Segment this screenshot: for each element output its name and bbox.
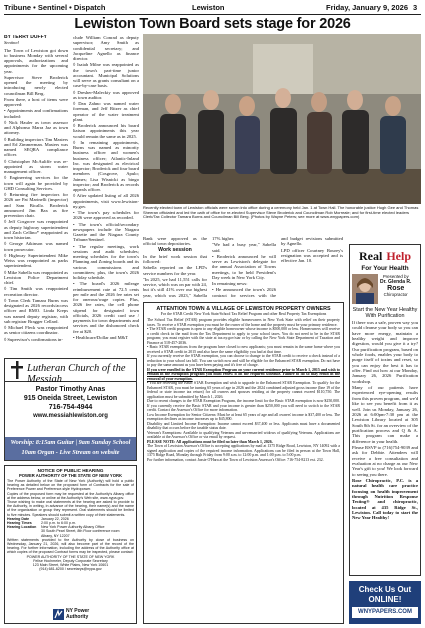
cross-icon [9, 360, 25, 380]
col2-paragraph: • The regular meetings, work sessions and audit schedules; meeting schedules for the town's Planning and Zoning boards and its various commissions and committees; plus, the town's 2026 holiday schedule. [73, 243, 139, 280]
hearing-detail-value: 2:00 p.m. to 6:00 p.m. [41, 521, 76, 526]
col1-paragraph: ◊ Town Clerk Tamara Burns was designated as 2026 records/access officer and RMO. Linda Kreps was named deputy registrar, with sub registrar Bragger Cellard. [4, 297, 68, 324]
col2-paragraph: ◊ In remaining appointments, Burns was named as minority business officer and women's business officer; Atlantic-Inland Inc. was designated as electrical inspector; Broderick and four board members (Cosgrove, Apulo; Jaimes; Lisa Wisnicki as bingo inspector; and Broderick as records appeals officer. [73, 139, 139, 192]
star-notice-subtitle: For the STAR Credit New York State/School Tax Relief Program and other Real Property Tax Exemptions [160, 312, 327, 316]
col1-paragraph: ◊ Mike Sabella was reappointed as Lewiston Police Department chief. [4, 269, 68, 285]
col1-paragraph: ◊ George Atkinson was named town prosecutor. [4, 241, 68, 252]
real-help-body-1: If there was a safe, proven way you could cleanse your body so you can have more energy, maintain a healthy weight and improve digestion, would you give it a try? Our purification program, based on whole foods, enables your body to purge itself of toxins and reset, so you can enjoy the best it has to offer. Find out how at our Monday, January 26, 2026 Purification workshop. [352, 320, 418, 384]
hearing-p4: Written statements provided to the Authority by close of business on Wednesday, January 21, 2026, will also become part of the record of the hearing. For further information, including the address of the Authority office at which copies of the proposed Contract forms may be inspected, please contact: [7, 537, 134, 555]
issue-date: Friday, January 9, 2026 [326, 3, 408, 12]
col2-paragraph: clude William Conrad as deputy supervisor; Amy Smith as confidential secretary; and Jacqueline Agnello as finance director. [73, 35, 139, 61]
col3b-paragraph: "In 2025, we had 11,551 calls for service, which was on par with 24, but it's still 41% over our highest year, which was 2023," Sabella [143, 276, 207, 298]
hearing-p1: The Power Authority of the State of New York (Authority) will hold a public hearing as detailed below on the proposed form of Contracts for the sale of Preference Power and Preference-style Hydropower. [7, 479, 134, 492]
church-phone: 716-754-4944 [48, 404, 93, 411]
doctor-role: Chiropractor [383, 292, 408, 297]
star-p2: • The STAR credit program is open to any eligible homeowner whose income is $500,000 or less. Homeowners will receive a credit check in the mail from the Tax Department to apply to your school taxes. You do not need to be in the STAR program; you must register with the state at tax.ny.gov/star or by calling the New York State Department of Taxation and Finance at 518-457-2036. [147, 327, 340, 345]
work-session-subhead: Work session [158, 246, 192, 253]
hearing-p2: Copies of the proposed form may be requested at the Authority's Albany office at the address below, or online at the Authority's Web site, www.nypa.gov. [7, 491, 134, 500]
hearing-detail-value: Albany, NY 12207 [41, 533, 70, 538]
hearing-detail-value: 30 South Pearl Street, 8th Floor conference room [41, 529, 120, 534]
col1-paragraph: ◊ Building inspectors Tim Masters and Ed Zimmerman. Masters was named SEQRA compliance officer. [4, 136, 68, 158]
star-p10: Veteran's Exemptions: Available to qualifying Veterans and un-remarried widows of qualifying Veterans. Applications are available at the Assessor's Office or via email by request. [147, 430, 340, 439]
col5-text [281, 236, 343, 263]
page-number: 3 [413, 3, 418, 12]
star-p1: The School Tax Relief (STAR) program provides eligible homeowners in New York State with relief on their property taxes. To receive a STAR exemption you must be the owner of the home and the property must be your primary residence. [147, 318, 340, 327]
real-help-ad [349, 244, 421, 576]
headline: Lewiston Town Board sets stage for 2026 [74, 16, 351, 32]
real-help-body-2: Many of our patients have experienced eye-opening results from this proven program, and we'd like to see you benefit from it as well. Join us Monday, January 26, 2026 at 6:00pm-7:30 pm at the Lewiston Library located at 305 South 8th St. for an overview of the purification process and Q & A. This program can make a difference in your health. [352, 385, 418, 444]
col2-paragraph: • The town's official/secondary newspapers include the Niagara Gazette and the Niagara County Tribune/Sentinel. [73, 221, 139, 243]
col1-paragraph: ◊ Jeff Cosgrove was reappointed as deputy highway superintendent and Zach Cellino* reappointed as town historian. [4, 219, 68, 240]
town-name: Lewiston [192, 3, 225, 12]
nypa-logo [53, 609, 100, 620]
col1-paragraph: From there, a host of items were approved: [4, 96, 68, 107]
col1-paragraph: The Town of Lewiston got down to business Monday with several approvals, authorizations and appointments for the upcoming year. [4, 47, 68, 74]
worship-livestream: 10am Organ - Live Stream on website [21, 449, 120, 456]
check-us-out-line2: ONLINE! [368, 595, 402, 604]
col2-paragraph: • Healthcare/Dollar and M&T [73, 334, 129, 340]
byline-affiliation: Sentinel [4, 40, 19, 46]
article-col-2 [73, 35, 139, 357]
article-col-3 [143, 236, 207, 298]
col3b-paragraph: In the brief work session that followed: [143, 253, 207, 264]
star-p5: If you were enrolled in the STAR Exemption Program on your current residence prior to March 1, 2015 and wish to remain in the exemption program you must renew it on the required schedule. Failure to do so may result in the removal of your exemption. [147, 367, 340, 381]
col2-paragraph: • The board's 2026 mileage reimbursement rate at 72.5 cents per mile and the 2026 fee rates set for onerous/wage copies. Plus, 2026 fee rates, the cell phone stipend for designated town officials, 2026 credit card use / payments for town departments and services and the dishonored check fee at $20. [73, 281, 139, 334]
paper-name: Tribune • Sentinel • Dispatch [4, 3, 106, 12]
col2-text [73, 35, 139, 340]
star-p7: Due to recent changes to the STAR Exemption Program, the income limit for the Basic STAR exemption is now $250,000. If you currently receive the Basic STAR and your income is greater than $250,000 you will need to switch to the STAR credit. Contact the Assessor's Office for more information. [147, 399, 340, 412]
hearing-detail-label: Hearing Location [7, 525, 37, 530]
article-col-4 [212, 236, 276, 298]
star-p3: • Basic STAR exemptions from the program have closed to new applicants; you must remain in the same home where you received a STAR credit in 2015 and also have the same eligibility you had at that time. [147, 345, 340, 354]
star-p4: If you currently receive the STAR exemption, you can choose to change to the STAR credit to receive a check instead of a reduction to your school tax bill. You can switch now and still be eligible for the Enhanced STAR exemption. Do not have to pay the same amount as you have been paying and it's free of charge. [147, 354, 340, 367]
star-notice-title: ATTENTION TOWN & VILLAGE OF LEWISTON PROPERTY OWNERS [156, 306, 331, 312]
presented-by: Presented by [382, 274, 409, 279]
star-deadline: PLEASE NOTE: All applications must be filed no later than March 1, 2026. [147, 439, 273, 444]
public-hearing-notice [4, 465, 137, 624]
article-col-1 [4, 35, 68, 357]
col2-paragraph: ◊ Broderick announced his board liaison appointments this year would remain the same as in 2025. [73, 123, 139, 139]
doctor-name: Dr. Glenda R. [380, 279, 412, 285]
real-help-body-4: Rose Chiropractic, P.C. is a natural health care practice focusing on health improvement through Nutrition Response Testing® and chiropractic, located at 435 Ridge St., Lewiston. Call today to start the New Year Healthy! [352, 477, 418, 521]
col1-paragraph: ◊ Nick Hauler as town assessor and Alphonso Marra Jaz as town attorney. [4, 119, 68, 136]
col3b-text [143, 254, 207, 298]
worship-times: Worship: 8:15am Guitar | 9am Sunday School [10, 439, 131, 446]
church-ad-header [5, 359, 136, 385]
hearing-subtitle: POWER AUTHORITY OF THE STATE OF NEW YORK [18, 473, 123, 478]
real-help-headline: Start the New Year Healthy With Purification [352, 307, 418, 319]
hearing-contact-phone: (914) 681-6200 / secretarys@nypa.gov [39, 567, 102, 572]
hearing-details [7, 517, 134, 538]
hearing-title: NOTICE OF PUBLIC HEARING [37, 468, 104, 473]
real-help-body-3: Please RSVP to (716)754-9039 and ask for Debbie. Attendees will receive a free consultation and evaluation at no charge as our New Year's gift to you! We look forward to seeing you there. [352, 444, 418, 477]
hearing-contact-org: POWER AUTHORITY OF THE STATE OF NEW YORK [26, 554, 115, 559]
col2-paragraph: ◊ Dresher-Maleckiy was approved as town auditor. [73, 89, 139, 100]
nypa-logo-icon [53, 609, 64, 620]
col1-paragraph: ◊ Highway Superintendent Mike Weiss was reappointed as parks superintendent. [4, 252, 68, 269]
nypa-logo-text: NY Power Authority [66, 608, 90, 620]
col2-paragraph: ◊ Isaiah Milne was reappointed as the town's part-time junior accountant. Municipal Solutions will serve as grants consultant on a case-by-case basis. [73, 62, 139, 89]
star-p8: Low Income Exemption for Senior Citizens: Must be at least 65 years of age and all owners' income is $37,400 or less. The exemption declines as income increases up to $45,800. [147, 412, 340, 421]
col4-paragraph: In remaining news: [212, 281, 248, 286]
col5-paragraph: and budget revisions submitted by Agnello. [281, 236, 343, 247]
hearing-p3: Those wishing to make oral statements at the hearing are asked to provide to the Authority, in writing, in advance of the hearing, their name(s) and the name of the organization or group they represent. Oral statements should be limited to five minutes. Speakers should submit a written copy of their statements. [7, 500, 134, 517]
star-p11: The Town of Lewiston Assessor's Office is accepting applications by mail at 1375 Ridge Road, Lewiston, NY 14092 with a signed application and copies of the required income information. Applications can be filed in person at the Town Hall, 1375 Ridge Road, Monday through Friday from 9:00 a.m. to 12:00 p.m. and 1:00 p.m. to 5:00 p.m. [147, 444, 340, 457]
doctor-portrait [352, 274, 378, 304]
hearing-detail-value: New York Power Authority Albany Office [41, 525, 105, 530]
col2-paragraph: ◊ After updated listing of all 2026 appointments, visit www.lewiston-ny.gov. [73, 193, 139, 209]
col1-paragraph: • Appointments and confirmations included: [4, 108, 68, 119]
col1-paragraph: ◊ Returning fire inspectors for 2026 are Pat Marinelli (inspector) and Sam Bicallo. Broderick announced Jim Bax as fire prevention chair. [4, 192, 68, 218]
col2-paragraph: • The town's pay schedules for 2026 were approved as recorded. [73, 210, 139, 221]
church-address: 915 Oneida Street, Lewiston [23, 395, 118, 402]
hearing-detail-label: Hearing Times [7, 521, 32, 526]
col1-paragraph: ◊ Michael Fleck was reappointed as senior citizens coordinator. [4, 325, 68, 336]
group-photo-image [143, 34, 421, 204]
col4-paragraph: • Broderick announced he will serve as Lewiston's delegate for the annual Association of Towns meetings, to be held President's Day week in New York City. [212, 253, 276, 280]
check-us-out-line1: Check Us Out [358, 585, 412, 594]
col4-paragraph: 17% higher. [212, 236, 235, 241]
col1-paragraph: ◊ Tim Smith was reappointed recreation director. [4, 286, 68, 297]
real-help-title-1: Real [359, 249, 383, 263]
doctor-surname: Rose [387, 285, 405, 292]
masthead [4, 3, 421, 15]
col4-paragraph: • He announced the town's 2026 contract for services with the [212, 287, 276, 298]
church-website[interactable]: www.messiahlewiston.org [33, 413, 108, 419]
hearing-detail-value: January 22, 2026 [41, 516, 69, 521]
col1-text [4, 48, 68, 342]
col3-paragraph: Bank were approved as the official town depositories. [143, 236, 207, 247]
hearing-contact-address: 123 Main Street, White Plains, New York 10601 [32, 563, 109, 568]
col2-paragraph: ◊ Dan Zahno was named water foreman, and Jeff Ritzer as chief operator of the water treatment plant. [73, 101, 139, 122]
hearing-detail-label: Hearing Date [7, 516, 30, 521]
star-p6: • You are receiving the Basic STAR Exemption and wish to upgrade to the Enhanced STAR Exemption. To qualify for the Enhanced STAR, you must be turning 65 years of age in 2026 and the 2024 combined adjusted gross income (line 19 of the federal or state income tax return) for all owners and spouses residing at the property cannot exceed $110,750. The application must be submitted by March 1, 2026. [147, 381, 340, 399]
worship-banner [5, 437, 136, 460]
star-notice [143, 302, 344, 624]
col5-paragraph: LPD officer Courtney Bourey's resignation was accepted and is effective Jan. 10. [281, 247, 343, 263]
star-p12: For further information, contact Jassie O'Hara at the Town of Lewiston Assessor's Office: 716-754-8213 ext. 232. [147, 457, 324, 462]
col3-text [143, 236, 207, 247]
col1-paragraph: Supervisor Steve Broderick opened the meeting by introducing newly elected councilman Bill Berg. [4, 74, 68, 96]
swearing-in-photo [143, 34, 421, 204]
real-help-title-3: For Your Health [361, 265, 409, 272]
star-p9: Disability and Limited Income Exemption: Income cannot exceed $37,400 or less. Applicants must have a documented disability that occurs before the taxable status date. [147, 421, 340, 430]
byline: BY TERRY DUFFY [4, 35, 47, 40]
col1-paragraph: ◊ Engineering services for the town will again be provided by GHD Consulting Services. [4, 175, 68, 191]
church-pastor: Pastor Timothy Anas [35, 386, 106, 393]
check-us-out-ad[interactable] [349, 581, 421, 624]
article-col-5 [281, 236, 343, 298]
church-ad [4, 358, 137, 461]
col1-paragraph: ◊ Supervisor's confirmations in- [4, 336, 63, 342]
hearing-contact-name: Felise Hochmeier, Deputy Corporate Secretary [33, 558, 108, 563]
col4-text [212, 236, 276, 298]
real-help-title-2: Help [386, 249, 411, 263]
col1-paragraph: ◊ Christopher McAuliffe was re-appointed as storm water management officer. [4, 158, 68, 174]
church-name: Lutheran Church of the Messiah [27, 363, 126, 385]
wnypapers-link[interactable]: WNYPAPERS.COM [352, 607, 418, 618]
col3b-paragraph: Sabella reported on the LPD's service numbers for the year. [143, 265, 207, 276]
col4-paragraph: "We had a busy year," Sabella said. [212, 242, 276, 253]
photo-caption: Recently elected town of Lewiston officials were sworn into office during a ceremony held Jan. 1 at Town Hall. The honorable justice Hugh Gee and Thomas Sheeran officiated and led the oath of office for re-elected Supervisor Steve Broderick and Councilman Rob Morreale; and for first-time elected leaders Clerk/Tax Collector Tamara Burns and Councilman Bill Berg. (Photos by Wayne Peters; see more at www.wnypapers.com) [143, 206, 419, 220]
